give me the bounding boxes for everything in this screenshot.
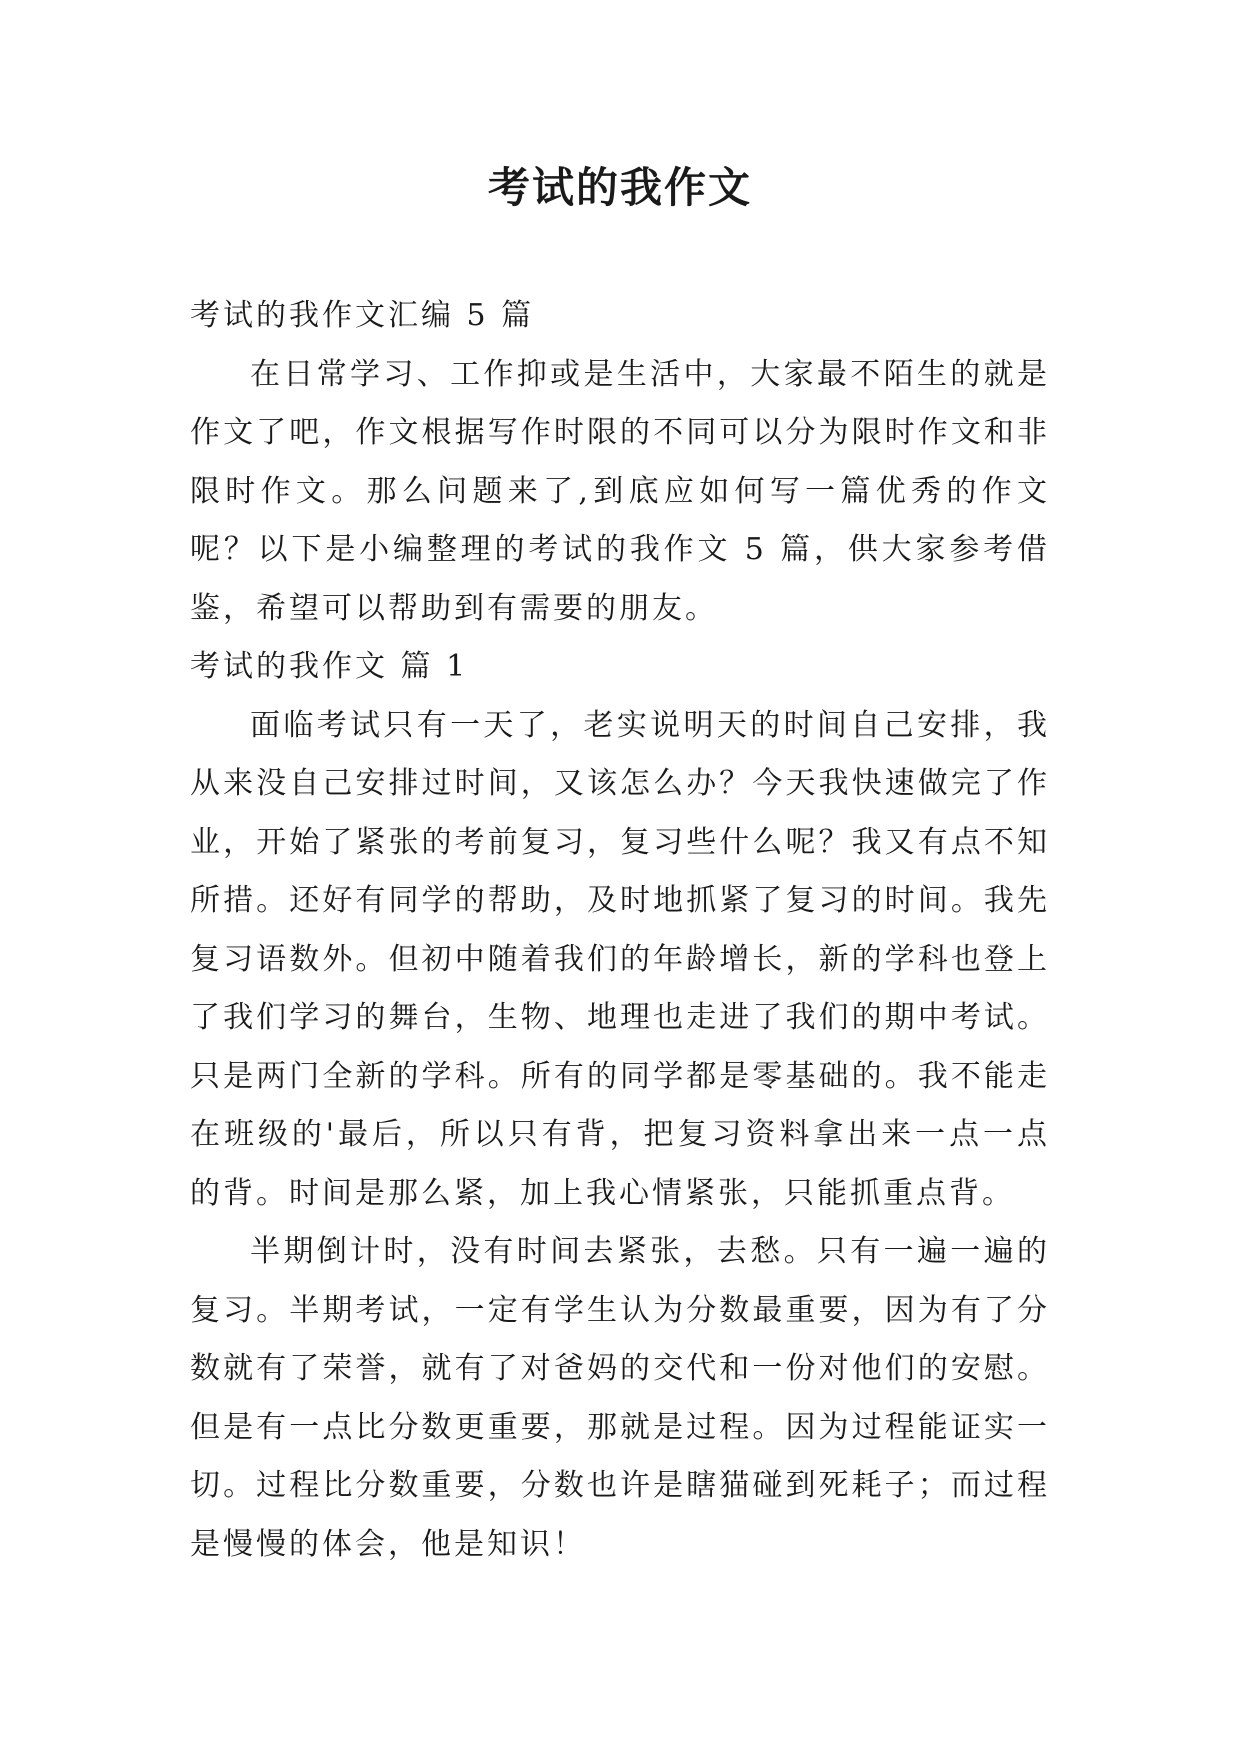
body-paragraph: 半期倒计时，没有时间去紧张，去愁。只有一遍一遍的复习。半期考试，一定有学生认为分数最重要，因为有了分数就有了荣誉，就有了对爸妈的交代和一份对他们的安慰。但是有一点比分数更重要，那就是过程。因为过程能证实一切。过程比分数重要，分数也许是瞎猫碰到死耗子；而过程是慢慢的体会，他是知识！	[190, 1234, 1050, 1562]
document-page	[190, 0, 1050, 1754]
intro-paragraph: 在日常学习、工作抑或是生活中，大家最不陌生的就是作文了吧，作文根据写作时限的不同可以分为限时作文和非限时作文。那么问题来了,到底应如何写一篇优秀的作文呢？以下是小编整理的考试的我作文 5 篇，供大家参考借鉴，希望可以帮助到有需要的朋友。	[190, 356, 1050, 626]
document-subtitle: 考试的我作文汇编 5 篇	[190, 298, 535, 333]
section-heading: 考试的我作文 篇 1	[190, 649, 469, 684]
document-body	[190, 287, 1050, 1574]
body-paragraph: 面临考试只有一天了，老实说明天的时间自己安排，我从来没自己安排过时间，又该怎么办？今天我快速做完了作业，开始了紧张的考前复习，复习些什么呢？我又有点不知所措。还好有同学的帮助，及时地抓紧了复习的时间。我先复习语数外。但初中随着我们的年龄增长，新的学科也登上了我们学习的舞台，生物、地理也走进了我们的期中考试。只是两门全新的学科。所有的同学都是零基础的。我不能走在班级的'最后，所以只有背，把复习资料拿出来一点一点的背。时间是那么紧，加上我心情紧张，只能抓重点背。	[190, 707, 1050, 1211]
document-title: 考试的我作文	[487, 163, 752, 212]
